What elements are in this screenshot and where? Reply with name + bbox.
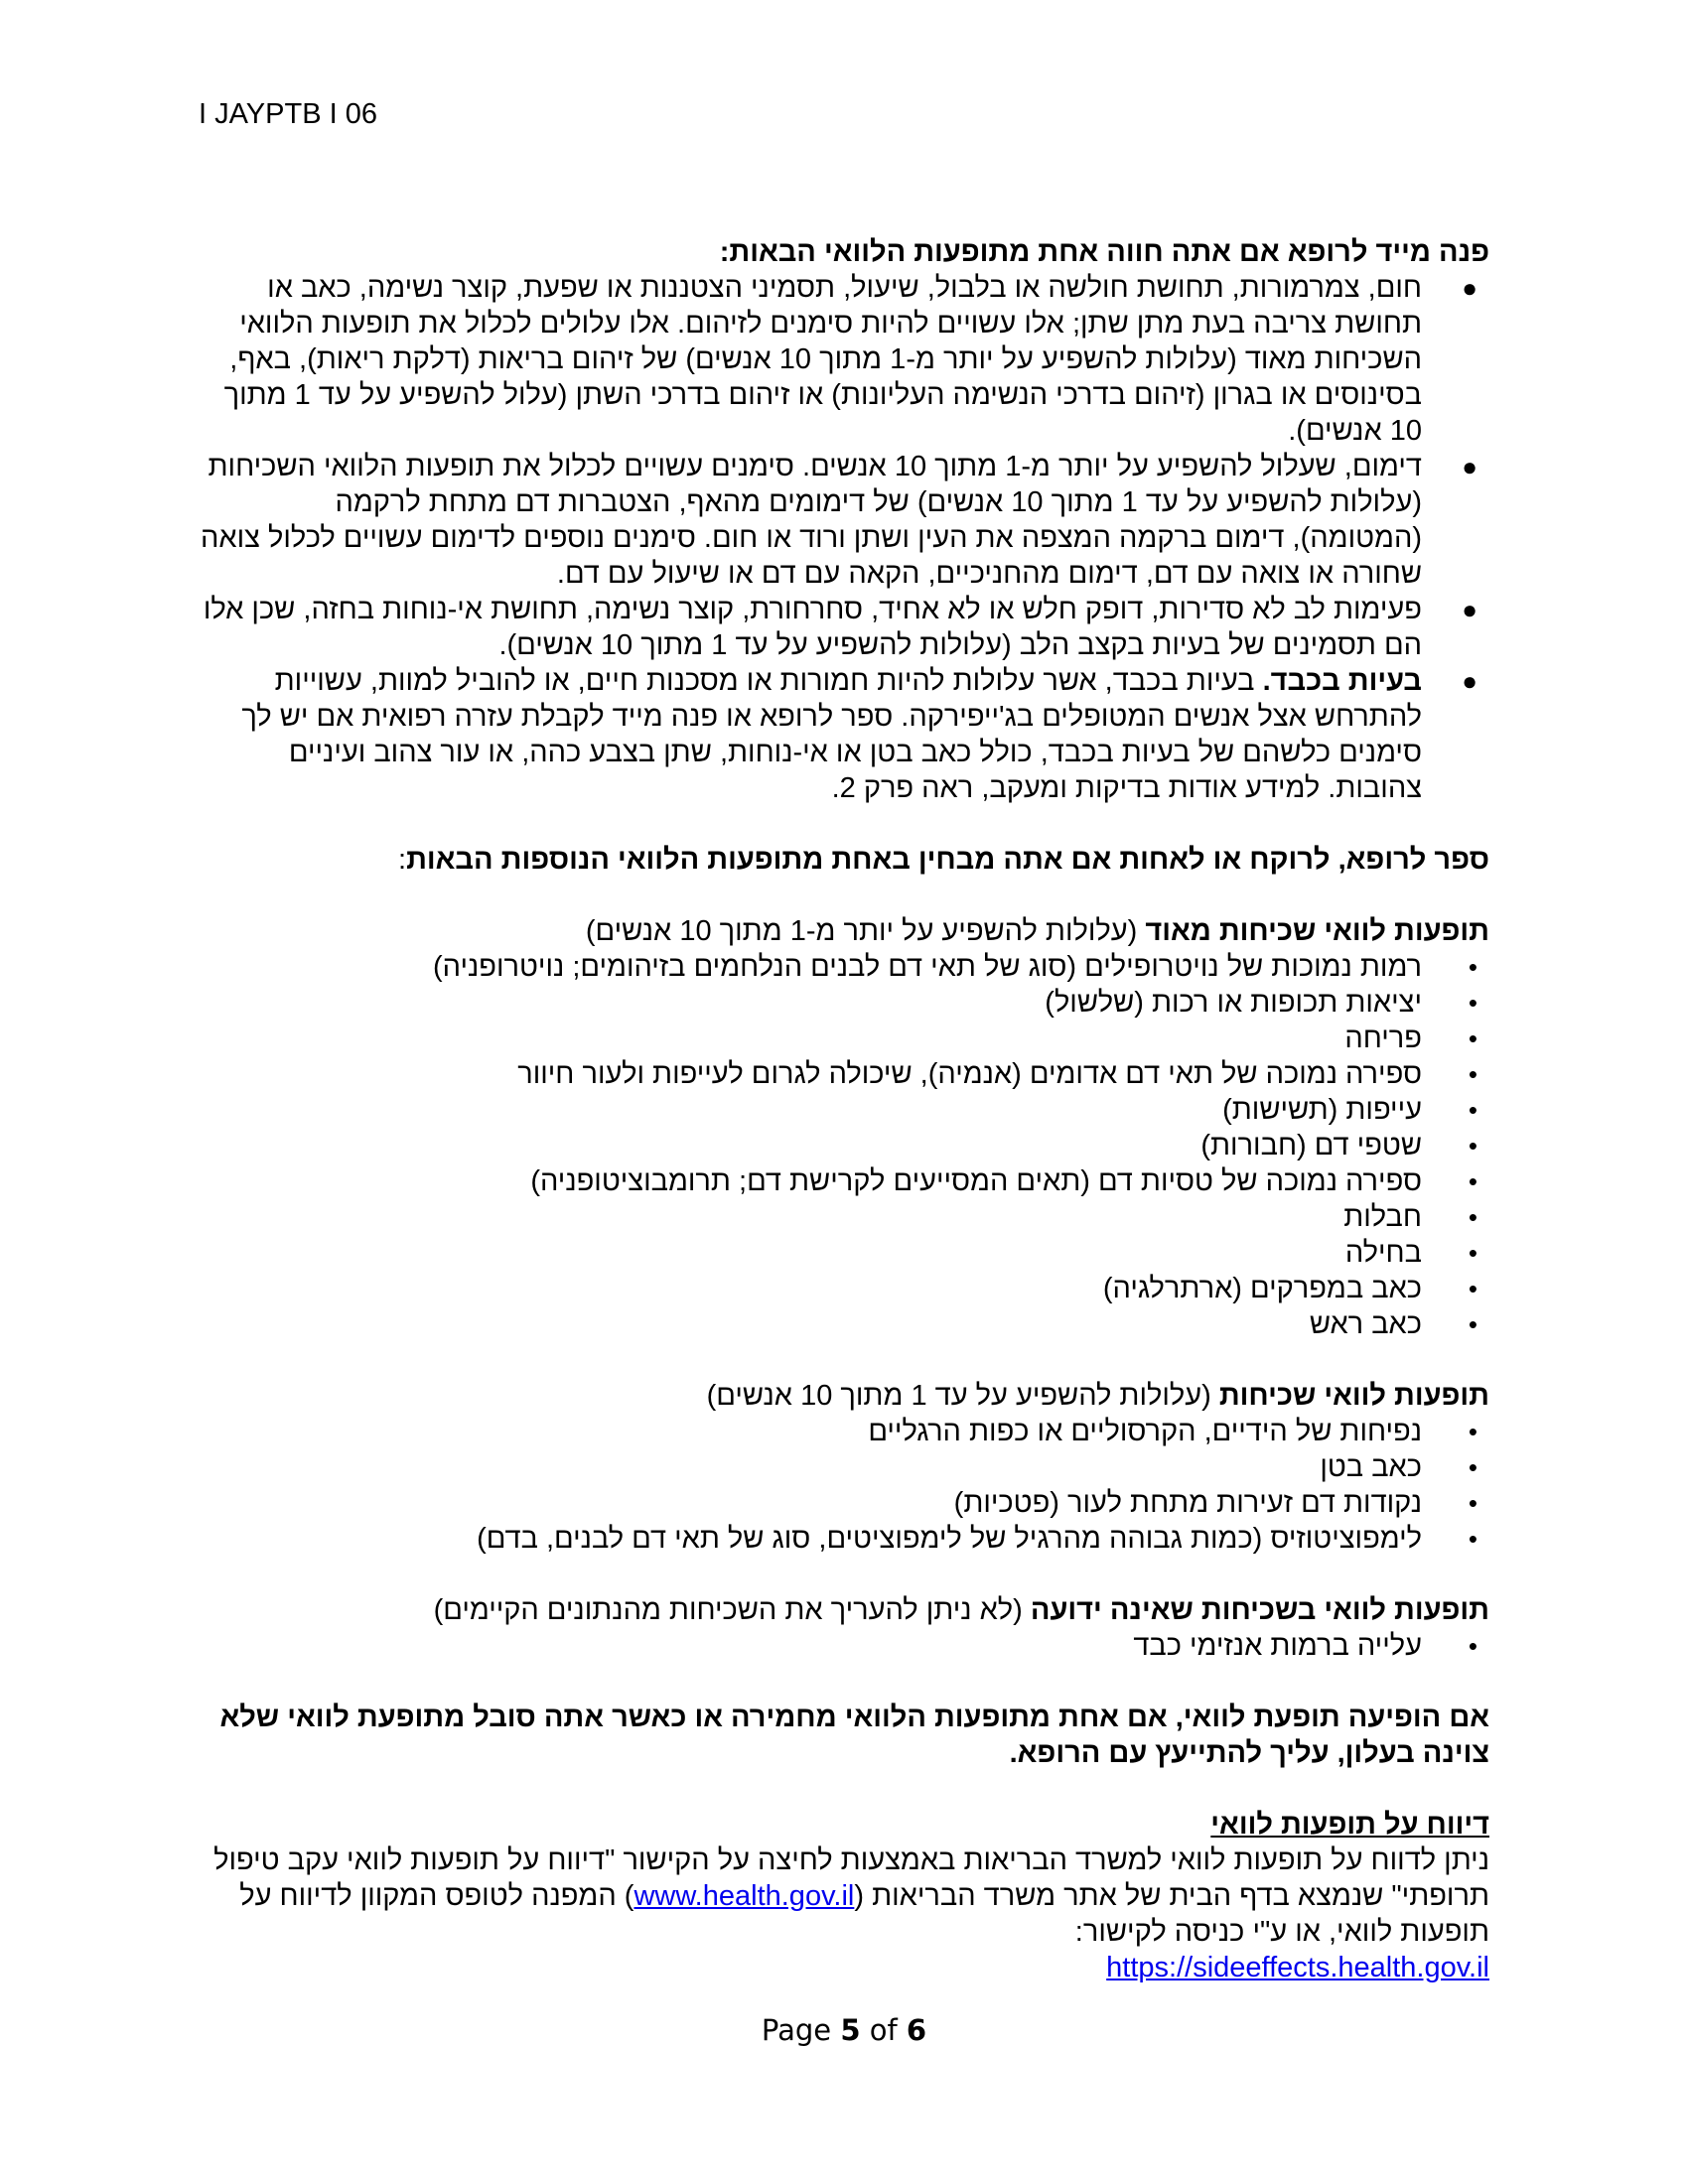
bullet-icon: • — [1468, 1131, 1477, 1160]
list-item-bold: בעיות בכבד. — [1262, 665, 1422, 697]
list-item: • ספירה נמוכה של תאי דם אדומים (אנמיה), שיכולה לגרום לעייפות ולעור חיוור — [517, 1058, 1477, 1090]
document-body — [199, 234, 1489, 1985]
bullet-icon: ● — [1462, 452, 1477, 481]
document-code: I JAYPTB I 06 — [199, 98, 377, 130]
reporting-paragraph: ניתן לדווח על תופעות לוואי למשרד הבריאות באמצעות לחיצה על הקישור "דיווח על תופעות לוואי עקב טיפול תרופתי" שנמצא בדף הבית של אתר משרד הבריאות (www.health.gov.il) המפנה לטופס המקוון לדיווח על תופעות לוואי, או ע"י כניסה לקישור: https://sideeffects.health.gov.il — [213, 1844, 1489, 1983]
reporting-heading: דיווח על תופעות לוואי — [1210, 1809, 1489, 1841]
health-ministry-link[interactable]: www.health.gov.il — [633, 1880, 855, 1912]
bullet-icon: • — [1468, 1202, 1477, 1232]
bullet-icon: • — [1468, 1452, 1477, 1482]
bullet-icon: • — [1468, 1166, 1477, 1196]
list-item — [199, 449, 1477, 592]
bullet-icon: ● — [1462, 666, 1477, 696]
list-item: • עלייה ברמות אנזימי כבד — [1133, 1630, 1477, 1662]
list-item-text: בעיות בכבד, אשר עלולות להיות חמורות או מסכנות חיים, או להוביל למוות, עשוייות להתרחש אצל אנשים המטופלים בג'ייפירקה. ספר לרופא או פנה מייד לקבלת עזרה רפואית אם יש לך סימנים כלשהם של בעיות בכבד, כולל כאב בטן או אי-נוחות, שתן בצבע כהה, או עור צהוב ועיניים צהובות. למידע אודות בדיקות ומעקב, ראה פרק 2. — [241, 665, 1422, 804]
list-item: • פריחה — [1344, 1023, 1477, 1054]
side-effects-report-link[interactable]: https://sideeffects.health.gov.il — [1106, 1952, 1489, 1983]
bullet-icon: • — [1468, 1488, 1477, 1518]
urgent-list — [199, 270, 1489, 806]
list-item — [199, 592, 1477, 663]
list-item: • חבלות — [1343, 1201, 1477, 1233]
list-item-text: חום, צמרמורות, תחושת חולשה או בלבול, שיעול, תסמיני הצטננות או שפעת, קוצר נשימה, כאב או תחושת צריבה בעת מתן שתן; אלו עשויים להיות סימנים לזיהום. אלו עלולים לכלול את תופעות הלוואי השכיחות מאוד (עלולות להשפיע על יותר מ-1 מתוך 10 אנשים) של זיהום בריאות (דלקת ריאות), באף, בסינוסים או בגרון (זיהום בדרכי הנשימה העליונות) או זיהום בדרכי השתן (עלול להשפיע על עד 1 מתוך 10 אנשים). — [223, 272, 1422, 447]
bullet-icon: ● — [1462, 595, 1477, 624]
bullet-icon: • — [1468, 1274, 1477, 1303]
unknown-frequency-list — [199, 1628, 1489, 1664]
bullet-icon: • — [1468, 988, 1477, 1018]
consult-doctor-warning: אם הופיעה תופעת לוואי, אם אחת מתופעות הלוואי מחמירה או כאשר אתה סובל מתופעת לוואי שלא צוינה בעלון, עליך להתייעץ עם הרופא. — [219, 1702, 1489, 1769]
page-number: Page 5 of 6 — [761, 2013, 927, 2047]
bullet-icon: • — [1468, 1631, 1477, 1661]
additional-effects-heading: ספר לרופא, לרוקח או לאחות אם אתה מבחין באחת מתופעות הלוואי הנוספות הבאות: — [398, 844, 1489, 876]
list-item: • ספירה נמוכה של טסיות דם (תאים המסייעים לקרישת דם; תרומבוציטופניה) — [530, 1165, 1477, 1197]
bullet-icon: • — [1468, 1238, 1477, 1268]
unknown-frequency-title: תופעות לוואי בשכיחות שאינה ידועה (לא ניתן להעריך את השכיחות מהנתונים הקיימים) — [433, 1594, 1489, 1626]
list-item: • רמות נמוכות של נויטרופילים (סוג של תאי דם לבנים הנלחמים בזיהומים; נויטרופניה) — [433, 951, 1477, 983]
list-item: • יציאות תכופות או רכות (שלשול) — [1045, 987, 1477, 1019]
common-list — [199, 1414, 1489, 1557]
bullet-icon: ● — [1462, 273, 1477, 303]
very-common-title: תופעות לוואי שכיחות מאוד (עלולות להשפיע על יותר מ-1 מתוך 10 אנשים) — [585, 915, 1489, 947]
list-item: • כאב בטן — [1320, 1451, 1477, 1483]
list-item — [199, 270, 1477, 449]
list-item: • בחילה — [1344, 1237, 1477, 1269]
list-item: • עייפות (תשישות) — [1222, 1094, 1477, 1126]
bullet-icon: • — [1468, 1417, 1477, 1446]
bullet-icon: • — [1468, 1059, 1477, 1089]
urgent-heading: פנה מייד לרופא אם אתה חווה אחת מתופעות הלוואי הבאות: — [719, 236, 1489, 268]
list-item — [199, 663, 1477, 806]
list-item: • לימפוציטוזיס (כמות גבוהה מהרגיל של לימפוציטים, סוג של תאי דם לבנים, בדם) — [477, 1523, 1477, 1555]
list-item: • שטפי דם (חבורות) — [1200, 1130, 1477, 1161]
list-item: • נקודות דם זעירות מתחת לעור (פטכיות) — [953, 1487, 1477, 1519]
bullet-icon: • — [1468, 1524, 1477, 1554]
common-title: תופעות לוואי שכיחות (עלולות להשפיע על עד 1 מתוך 10 אנשים) — [706, 1380, 1489, 1412]
list-item-text: דימום, שעלול להשפיע על יותר מ-1 מתוך 10 אנשים. סימנים עשויים לכלול את תופעות הלוואי השכיחות (עלולות להשפיע על עד 1 מתוך 10 אנשים) של דימומים מהאף, הצטברות דם מתחת לרקמה (המטומה), דימום ברקמה המצפה את העין ושתן ורוד או חום. סימנים נוספים לדימום עשויים לכלול צואה שחורה או צואה עם דם, דימום מהחניכיים, הקאה עם דם או שיעול עם דם. — [201, 451, 1422, 590]
list-item: • כאב ראש — [1309, 1308, 1477, 1340]
bullet-icon: • — [1468, 1095, 1477, 1125]
very-common-list — [199, 949, 1489, 1342]
list-item-text: פעימות לב לא סדירות, דופק חלש או לא אחיד, סחרחורת, קוצר נשימה, תחושת אי-נוחות בחזה, שכן אלו הם תסמינים של בעיות בקצב הלב (עלולות להשפיע על עד 1 מתוך 10 אנשים). — [203, 594, 1422, 661]
bullet-icon: • — [1468, 1024, 1477, 1053]
bullet-icon: • — [1468, 952, 1477, 982]
list-item: • כאב במפרקים (ארתרלגיה) — [1102, 1273, 1477, 1304]
bullet-icon: • — [1468, 1309, 1477, 1339]
list-item: • נפיחות של הידיים, הקרסוליים או כפות הרגליים — [868, 1416, 1477, 1447]
